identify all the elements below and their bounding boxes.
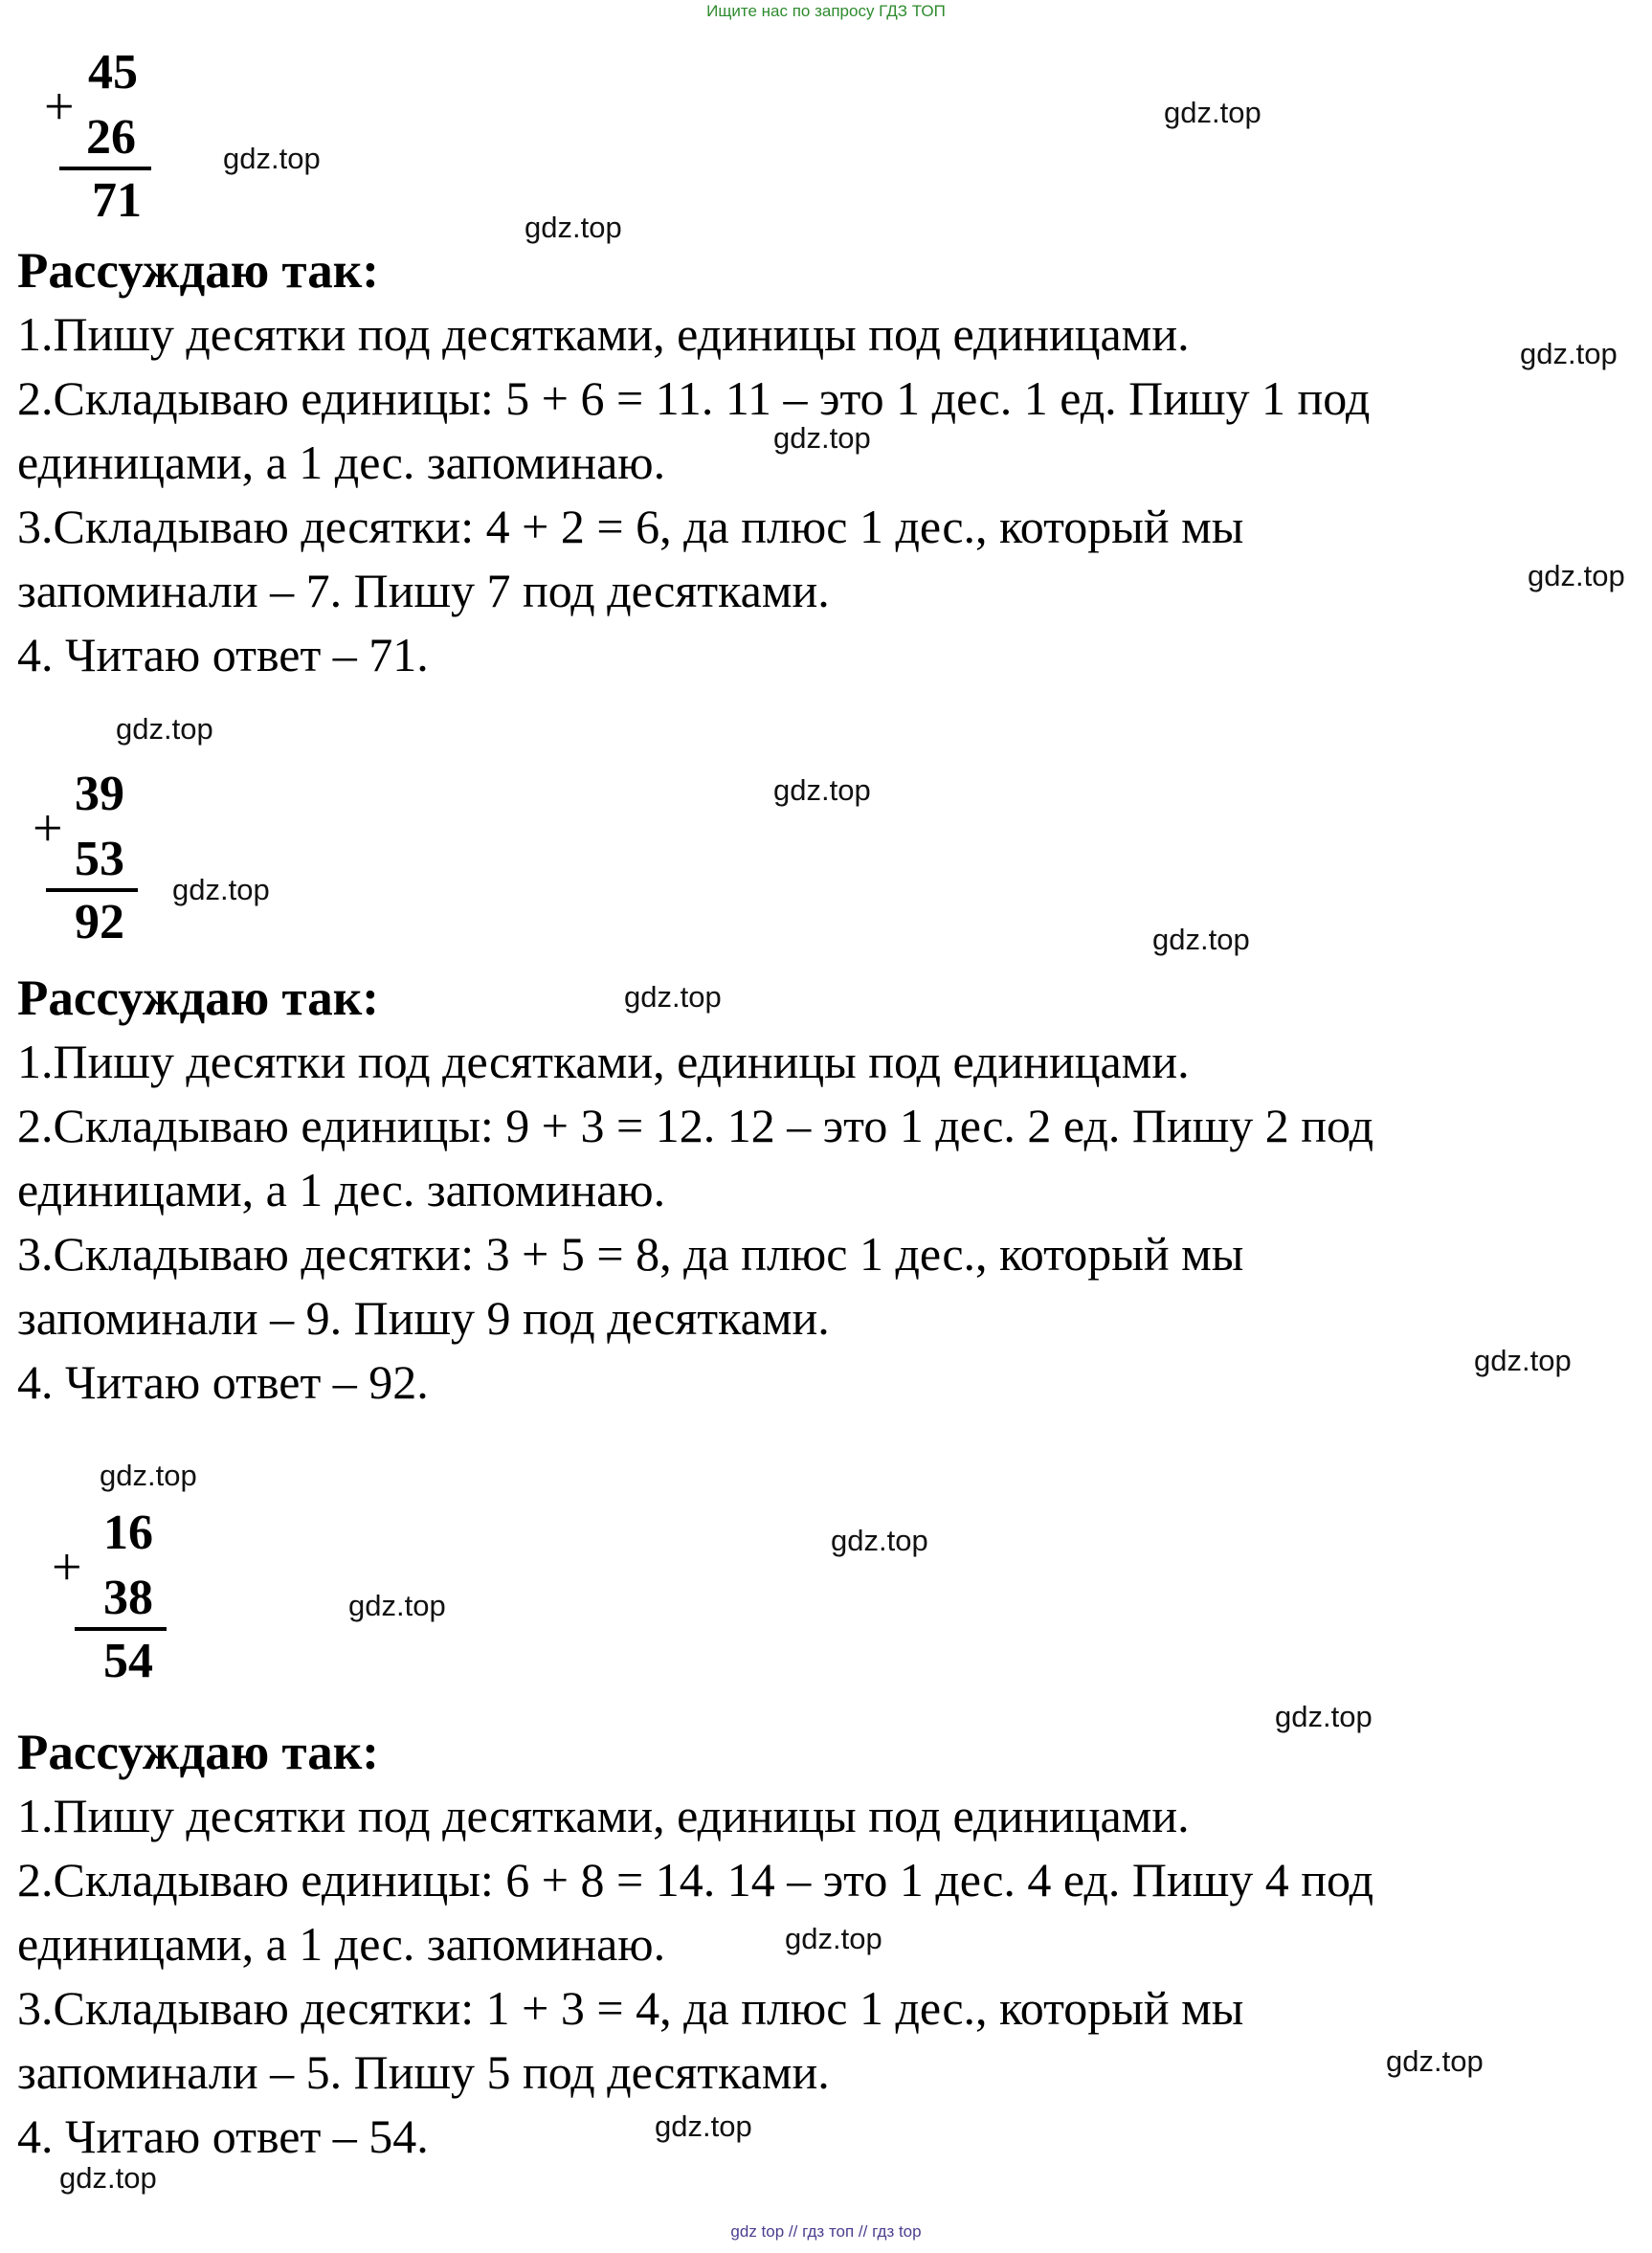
watermark: gdz.top (1386, 2044, 1484, 2078)
watermark: gdz.top (172, 873, 270, 906)
step-line: 2.Складываю единицы: 5 + 6 = 11. 11 – это 1 дес. 1 ед. Пишу 1 под (17, 371, 1371, 425)
top-banner: Ищите нас по запросу ГДЗ ТОП (706, 2, 946, 20)
watermark: gdz.top (1275, 1700, 1373, 1733)
step-line: 3.Складываю десятки: 4 + 2 = 6, да плюс 1 дес., который мы (17, 500, 1244, 553)
column-addition-1 (38, 42, 163, 228)
step-line: 4. Читаю ответ – 54. (17, 2109, 429, 2163)
sum-result: 71 (92, 173, 142, 228)
step-line: 1.Пишу десятки под десятками, единицы под единицами. (17, 1789, 1190, 1842)
watermark: gdz.top (100, 1459, 197, 1492)
watermark: gdz.top (1474, 1344, 1572, 1377)
footer: gdz top // гдз топ // гдз top (730, 2222, 922, 2241)
step-line: 2.Складываю единицы: 9 + 3 = 12. 12 – это 1 дес. 2 ед. Пишу 2 под (17, 1099, 1374, 1152)
watermark: gdz.top (1152, 923, 1250, 956)
watermark: gdz.top (1520, 337, 1618, 370)
addend-bottom: 53 (75, 832, 124, 886)
step-line: единицами, а 1 дес. запоминаю. (17, 435, 666, 489)
step-line: единицами, а 1 дес. запоминаю. (17, 1917, 666, 1971)
column-addition-3 (46, 1503, 170, 1688)
step-line: 1.Пишу десятки под десятками, единицы под единицами. (17, 307, 1190, 361)
watermark: gdz.top (348, 1589, 446, 1622)
step-line: запоминали – 9. Пишу 9 под десятками. (17, 1291, 830, 1345)
step-line: 4. Читаю ответ – 92. (17, 1355, 429, 1409)
addend-bottom: 38 (103, 1571, 153, 1625)
sum-line (46, 888, 138, 892)
plus-sign: + (33, 799, 63, 859)
addend-bottom: 26 (86, 110, 136, 165)
watermark: gdz.top (655, 2109, 752, 2143)
plus-sign: + (52, 1538, 82, 1597)
watermark: gdz.top (831, 1524, 928, 1557)
watermark: gdz.top (624, 980, 722, 1014)
addend-top: 39 (75, 767, 124, 821)
step-line: 3.Складываю десятки: 3 + 5 = 8, да плюс 1 дес., который мы (17, 1227, 1244, 1281)
watermark: gdz.top (116, 712, 213, 746)
watermark: gdz.top (59, 2161, 157, 2195)
step-line: 3.Складываю десятки: 1 + 3 = 4, да плюс 1 дес., который мы (17, 1981, 1244, 2035)
step-line: единицами, а 1 дес. запоминаю. (17, 1163, 666, 1216)
watermark: gdz.top (773, 773, 871, 807)
step-line: 4. Читаю ответ – 71. (17, 628, 429, 681)
step-line: 2.Складываю единицы: 6 + 8 = 14. 14 – это 1 дес. 4 ед. Пишу 4 под (17, 1853, 1374, 1907)
step-line: 1.Пишу десятки под десятками, единицы под единицами. (17, 1035, 1190, 1088)
addend-top: 45 (88, 45, 138, 100)
plus-sign: + (44, 78, 75, 137)
column-addition-2 (29, 764, 153, 949)
reasoning-heading: Рассуждаю так: (17, 243, 379, 299)
sum-line (75, 1627, 167, 1631)
reasoning-block-1 (17, 239, 1635, 687)
reasoning-block-2 (17, 967, 1635, 1415)
reasoning-heading: Рассуждаю так: (17, 1725, 379, 1780)
sum-result: 54 (103, 1634, 153, 1688)
sum-result: 92 (75, 895, 124, 949)
step-line: запоминали – 5. Пишу 5 под десятками. (17, 2045, 830, 2099)
watermark: gdz.top (223, 142, 321, 175)
reasoning-heading: Рассуждаю так: (17, 970, 379, 1026)
watermark: gdz.top (773, 421, 871, 455)
watermark: gdz.top (1164, 96, 1261, 129)
step-line: запоминали – 7. Пишу 7 под десятками. (17, 564, 830, 617)
watermark: gdz.top (525, 211, 622, 244)
addend-top: 16 (103, 1506, 153, 1560)
watermark: gdz.top (785, 1922, 882, 1955)
sum-line (59, 167, 151, 170)
watermark: gdz.top (1528, 559, 1625, 592)
